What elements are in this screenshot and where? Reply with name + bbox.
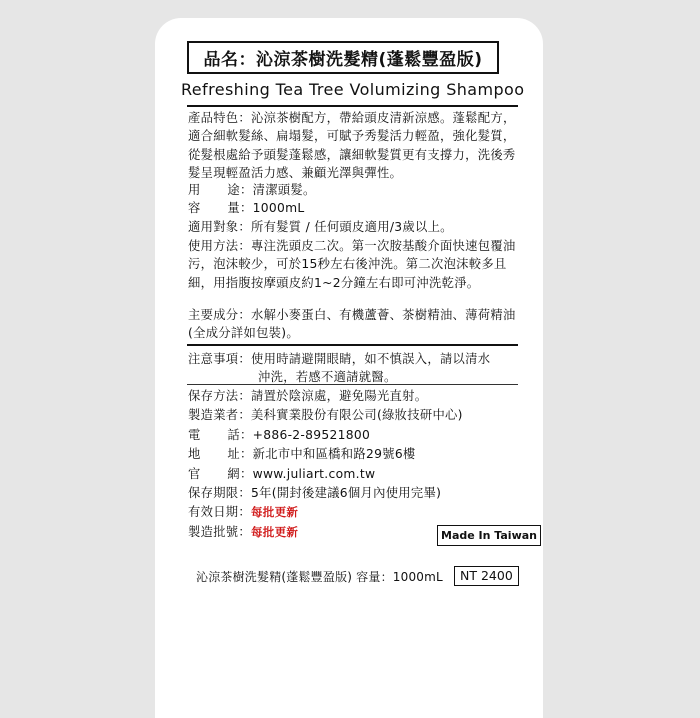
features-label: 產品特色： — [188, 111, 251, 125]
header-divider — [187, 105, 518, 107]
expiry-label: 有效日期： — [188, 505, 251, 519]
batch-row — [188, 523, 298, 541]
target-row — [188, 218, 453, 236]
shelf-life-value: ：5年(開封後建議6個月內使用完畢) — [238, 486, 442, 500]
caution-line-2: 沖洗，若感不適請就醫。 — [258, 370, 397, 384]
capacity-label: 容 量 — [188, 201, 240, 215]
caution-line-1: 使用時請避開眼睛，如不慎誤入，請以清水 — [251, 352, 491, 366]
usage-value: ：清潔頭髮。 — [240, 183, 316, 197]
expiry-value: 每批更新 — [251, 505, 299, 519]
batch-label: 製造批號： — [188, 525, 251, 539]
phone-row — [188, 426, 370, 444]
price-tag: NT 2400 — [454, 566, 519, 586]
caution-row — [188, 350, 490, 368]
method-text: 專注洗頭皮二次。第一次胺基酸介面快速包覆油污，泡沫較少，可於15秒左右後沖洗。第二次泡沫較多且細，用指腹按摩頭皮約1~2分鐘左右即可沖洗乾淨。 — [188, 239, 516, 290]
product-name-zh: 品名：沁涼茶樹洗髮精(蓬鬆豐盈版) — [203, 50, 483, 70]
storage-row — [188, 387, 427, 405]
maker-label: 製造業者 — [188, 408, 239, 422]
website-value: ：www.juliart.com.tw — [240, 467, 376, 481]
product-name-en: Refreshing Tea Tree Volumizing Shampoo — [181, 80, 525, 99]
features-text: 沁涼茶樹配方，帶給頭皮清新涼感。蓬鬆配方，適合細軟髮絲、扁塌髮，可賦予秀髮活力輕盈，強化髮質，從髮根處給予頭髮蓬鬆感，讓細軟髮質更有支撐力，洗後秀髮呈現輕盈活力感、兼顧光澤與彈性。 — [188, 111, 516, 181]
method-block — [188, 237, 520, 292]
storage-label: 保存方法 — [188, 389, 239, 403]
caution-label: 注意事項： — [188, 352, 251, 366]
address-value: ：新北市中和區橋和路29號6樓 — [240, 447, 416, 461]
phone-value: ：+886-2-89521800 — [240, 428, 371, 442]
expiry-row — [188, 503, 298, 521]
address-label: 地 址 — [188, 447, 240, 461]
caution-divider — [187, 384, 518, 385]
made-in-badge: Made In Taiwan — [437, 525, 541, 546]
usage-row — [188, 181, 316, 199]
shelf-life-label: 保存期限 — [188, 486, 239, 500]
website-label: 官 網 — [188, 467, 240, 481]
shelf-life-row — [188, 484, 441, 502]
storage-value: ：請置於陰涼處，避免陽光直射。 — [238, 389, 428, 403]
product-name-box — [187, 41, 499, 74]
ingredients-label: 主要成分： — [188, 308, 251, 322]
target-value: ：所有髮質 / 任何頭皮適用/3歲以上。 — [238, 220, 453, 234]
phone-label: 電 話 — [188, 428, 240, 442]
section-divider — [187, 344, 518, 346]
capacity-value: ：1000mL — [240, 201, 305, 215]
address-row — [188, 445, 416, 463]
capacity-row — [188, 199, 305, 217]
website-row — [188, 465, 375, 483]
features-block — [188, 109, 520, 183]
method-label: 使用方法： — [188, 239, 251, 253]
target-label: 適用對象 — [188, 220, 239, 234]
maker-row — [188, 406, 463, 424]
footer-product-summary: 沁涼茶樹洗髮精(蓬鬆豐盈版) 容量：1000mL — [196, 570, 443, 584]
maker-value: ：美科實業股份有限公司(綠妝技研中心) — [238, 408, 463, 422]
usage-label: 用 途 — [188, 183, 240, 197]
batch-value: 每批更新 — [251, 525, 299, 539]
ingredients-text: 水解小麥蛋白、有機蘆薈、茶樹精油、薄荷精油 (全成分詳如包裝)。 — [188, 308, 516, 341]
ingredients-block — [188, 306, 520, 343]
